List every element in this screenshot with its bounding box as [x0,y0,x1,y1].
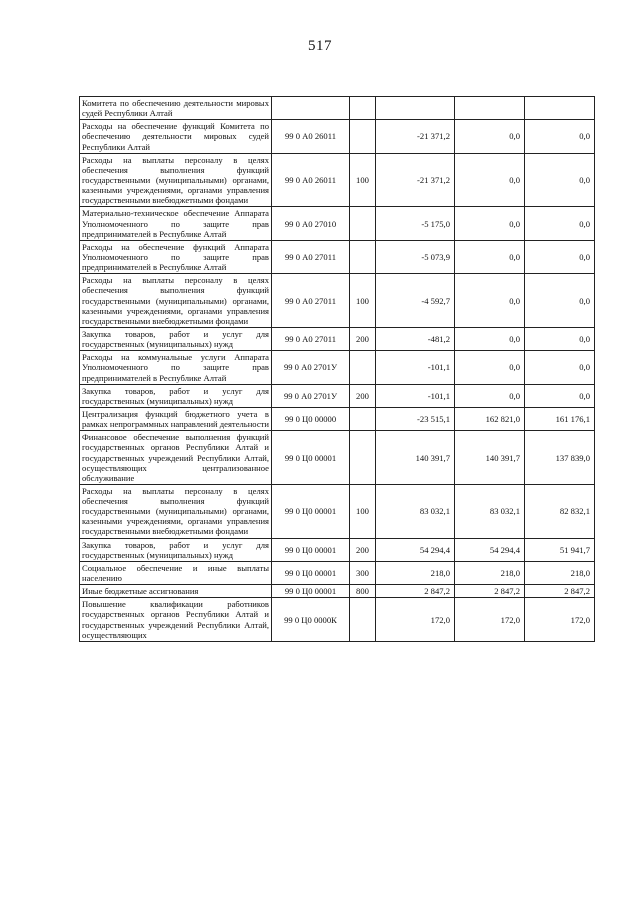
row-type-cell [350,97,376,120]
table-row [80,561,595,584]
row-value-3-cell: 0,0 [525,240,595,273]
row-value-2-cell: 162 821,0 [455,407,525,430]
row-name-cell: Финансовое обеспечение выполнения функций государственных органов Республики Алтай и государственных учреждений Республики Алтай, осуществляющих централизованное обслуживание [80,431,272,485]
row-value-1-cell: 218,0 [376,561,455,584]
row-code-cell: 99 0 Ц0 0000К [272,598,350,642]
row-code-cell: 99 0 А0 27011 [272,327,350,350]
row-value-1-cell: 83 032,1 [376,484,455,538]
row-value-2-cell: 218,0 [455,561,525,584]
row-name-cell: Закупка товаров, работ и услуг для государственных (муниципальных) нужд [80,538,272,561]
table-row [80,585,595,598]
row-value-2-cell: 2 847,2 [455,585,525,598]
row-value-3-cell: 218,0 [525,561,595,584]
row-value-3-cell: 2 847,2 [525,585,595,598]
row-value-1-cell: 140 391,7 [376,431,455,485]
row-type-cell [350,207,376,240]
row-value-3-cell: 0,0 [525,351,595,384]
row-value-3-cell: 82 832,1 [525,484,595,538]
row-value-3-cell: 172,0 [525,598,595,642]
row-value-1-cell: -5 175,0 [376,207,455,240]
row-value-2-cell: 0,0 [455,351,525,384]
row-code-cell: 99 0 Ц0 00001 [272,561,350,584]
row-name-cell: Расходы на выплаты персоналу в целях обеспечения выполнения функций государственными (муниципальными) органами, казенными учреждениями, органами управления государственными внебюджетными фондами [80,274,272,328]
row-value-2-cell [455,97,525,120]
row-value-1-cell: -4 592,7 [376,274,455,328]
row-code-cell: 99 0 Ц0 00001 [272,538,350,561]
row-name-cell: Закупка товаров, работ и услуг для государственных (муниципальных) нужд [80,384,272,407]
row-value-3-cell: 161 176,1 [525,407,595,430]
row-type-cell: 300 [350,561,376,584]
row-type-cell: 200 [350,384,376,407]
row-value-2-cell: 0,0 [455,384,525,407]
row-value-3-cell: 137 839,0 [525,431,595,485]
row-name-cell: Повышение квалификации работников государственных органов Республики Алтай и государственных учреждений Республики Алтай, осуществляющих [80,598,272,642]
row-name-cell: Расходы на коммунальные услуги Аппарата Уполномоченного по защите прав предпринимателей в Республике Алтай [80,351,272,384]
row-value-1-cell: -101,1 [376,384,455,407]
row-value-1-cell: 2 847,2 [376,585,455,598]
row-value-2-cell: 0,0 [455,240,525,273]
row-value-1-cell [376,97,455,120]
row-value-1-cell: -481,2 [376,327,455,350]
row-code-cell: 99 0 Ц0 00000 [272,407,350,430]
row-code-cell: 99 0 Ц0 00001 [272,585,350,598]
table-body [80,97,595,642]
row-type-cell: 200 [350,327,376,350]
table-row [80,351,595,384]
row-type-cell [350,431,376,485]
row-code-cell: 99 0 А0 27011 [272,274,350,328]
row-code-cell: 99 0 А0 27011 [272,240,350,273]
row-value-2-cell: 172,0 [455,598,525,642]
table-row [80,431,595,485]
row-value-3-cell: 0,0 [525,327,595,350]
row-value-1-cell: 54 294,4 [376,538,455,561]
row-type-cell: 200 [350,538,376,561]
row-value-2-cell: 0,0 [455,327,525,350]
row-value-1-cell: -101,1 [376,351,455,384]
row-name-cell: Комитета по обеспечению деятельности мировых судей Республики Алтай [80,97,272,120]
page-number: 517 [308,38,332,54]
row-value-3-cell: 51 941,7 [525,538,595,561]
row-name-cell: Расходы на выплаты персоналу в целях обеспечения выполнения функций государственными (муниципальными) органами, казенными учреждениями, органами управления государственными внебюджетными фондами [80,484,272,538]
budget-table [79,96,595,642]
row-value-1-cell: -23 515,1 [376,407,455,430]
row-code-cell: 99 0 А0 27010 [272,207,350,240]
table-row [80,207,595,240]
table-row [80,274,595,328]
row-type-cell: 100 [350,274,376,328]
table-row [80,484,595,538]
row-value-2-cell: 54 294,4 [455,538,525,561]
row-code-cell: 99 0 А0 26011 [272,153,350,207]
row-type-cell [350,240,376,273]
row-value-2-cell: 83 032,1 [455,484,525,538]
row-type-cell [350,351,376,384]
row-value-2-cell: 0,0 [455,120,525,153]
row-code-cell: 99 0 Ц0 00001 [272,484,350,538]
row-value-3-cell [525,97,595,120]
row-value-1-cell: -21 371,2 [376,153,455,207]
row-name-cell: Расходы на выплаты персоналу в целях обеспечения выполнения функций государственными (муниципальными) органами, казенными учреждениями, органами управления государственными внебюджетными фондами [80,153,272,207]
row-name-cell: Централизация функций бюджетного учета в рамках непрограммных направлений деятельности [80,407,272,430]
row-value-1-cell: -5 073,9 [376,240,455,273]
row-name-cell: Иные бюджетные ассигнования [80,585,272,598]
row-type-cell: 800 [350,585,376,598]
row-code-cell: 99 0 А0 26011 [272,120,350,153]
row-name-cell: Материально-техническое обеспечение Аппарата Уполномоченного по защите прав предпринимателей в Республике Алтай [80,207,272,240]
row-type-cell [350,407,376,430]
table-row [80,97,595,120]
row-type-cell [350,120,376,153]
row-value-1-cell: -21 371,2 [376,120,455,153]
row-value-1-cell: 172,0 [376,598,455,642]
table-row [80,598,595,642]
row-type-cell: 100 [350,484,376,538]
row-code-cell: 99 0 Ц0 00001 [272,431,350,485]
row-value-2-cell: 0,0 [455,207,525,240]
table-row [80,327,595,350]
row-value-2-cell: 0,0 [455,153,525,207]
row-value-3-cell: 0,0 [525,274,595,328]
row-type-cell: 100 [350,153,376,207]
table-row [80,240,595,273]
row-type-cell [350,598,376,642]
table-row [80,153,595,207]
row-name-cell: Расходы на обеспечение функций Аппарата Уполномоченного по защите прав предпринимателей в Республике Алтай [80,240,272,273]
row-value-3-cell: 0,0 [525,207,595,240]
row-value-3-cell: 0,0 [525,120,595,153]
row-value-3-cell: 0,0 [525,384,595,407]
row-name-cell: Расходы на обеспечение функций Комитета по обеспечению деятельности мировых судей Республики Алтай [80,120,272,153]
table-row [80,384,595,407]
table-row [80,407,595,430]
table-row [80,120,595,153]
row-code-cell: 99 0 А0 2701У [272,351,350,384]
row-value-2-cell: 0,0 [455,274,525,328]
row-value-3-cell: 0,0 [525,153,595,207]
row-code-cell: 99 0 А0 2701У [272,384,350,407]
row-name-cell: Социальное обеспечение и иные выплаты населению [80,561,272,584]
row-value-2-cell: 140 391,7 [455,431,525,485]
row-code-cell [272,97,350,120]
table-row [80,538,595,561]
row-name-cell: Закупка товаров, работ и услуг для государственных (муниципальных) нужд [80,327,272,350]
